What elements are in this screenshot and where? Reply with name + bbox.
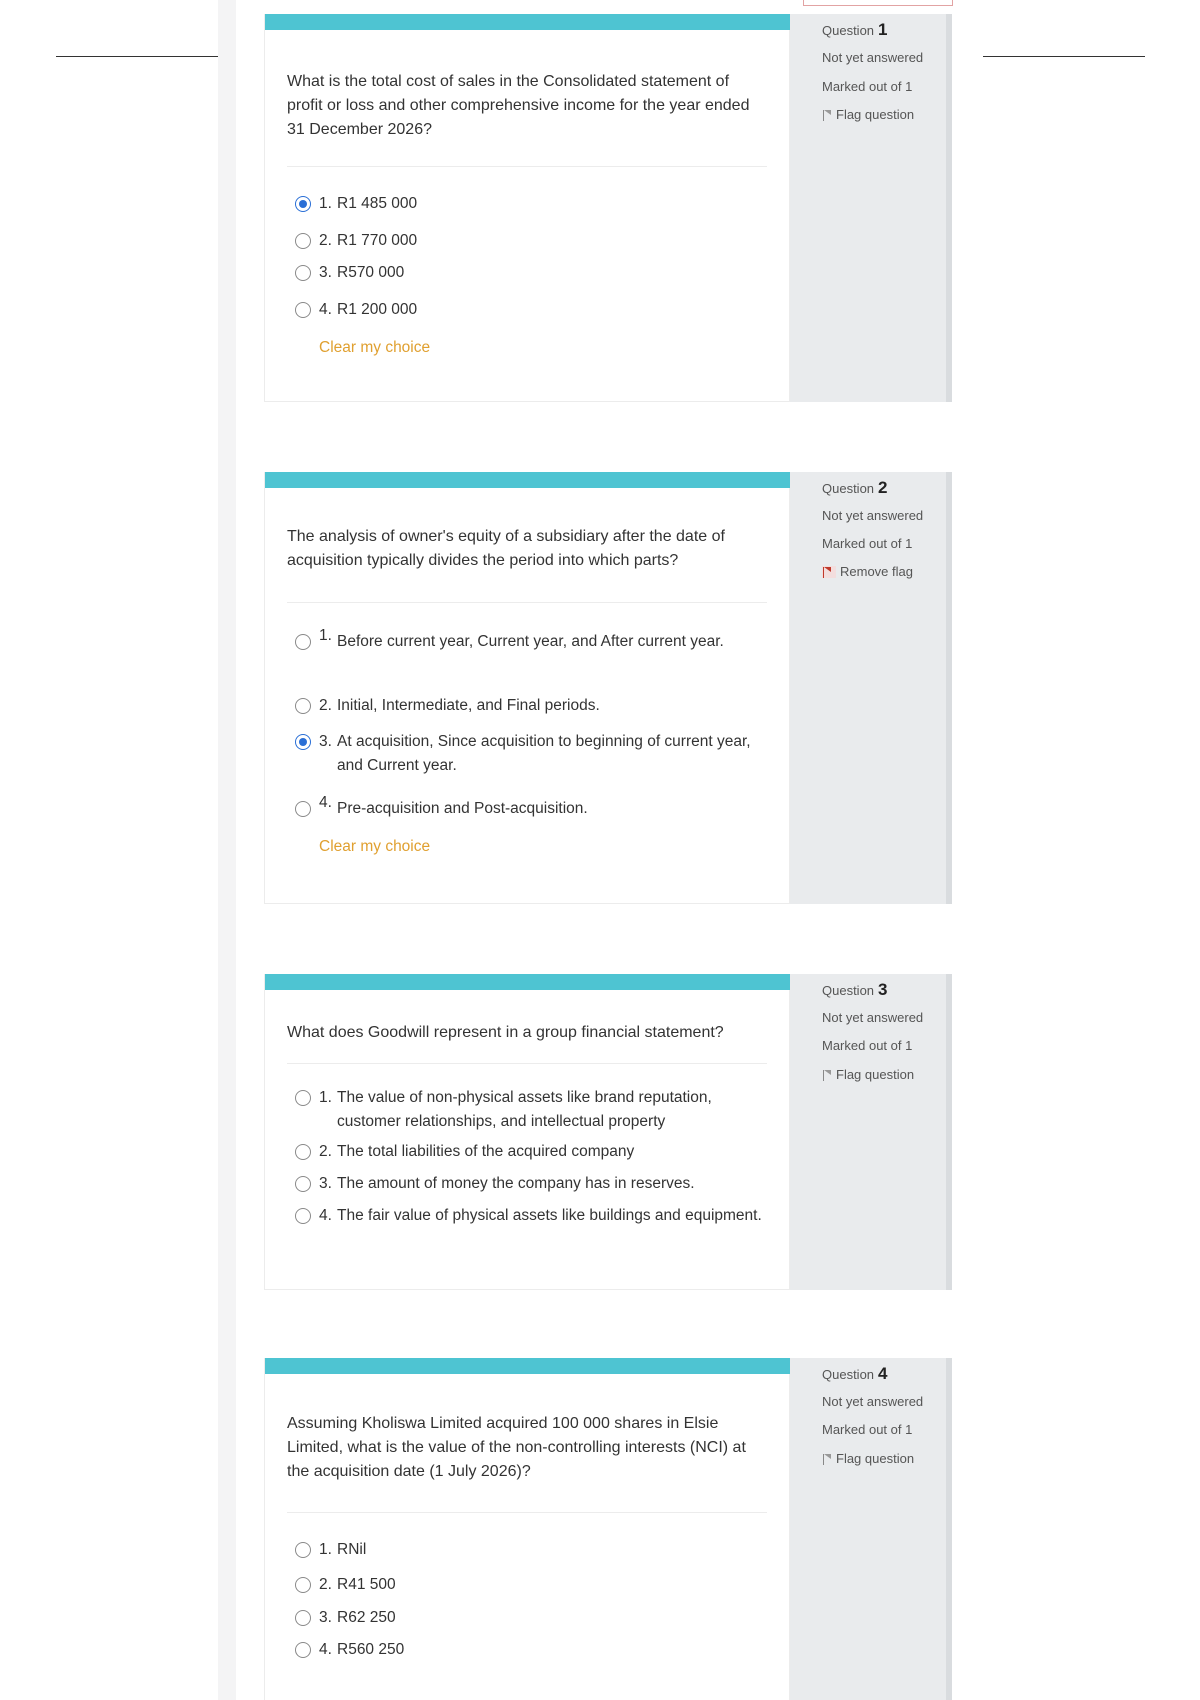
answer-text: RNil	[337, 1541, 367, 1558]
answer-text: The fair value of physical assets like buildings and equipment.	[337, 1207, 762, 1224]
question-status: Not yet answered	[822, 1394, 924, 1409]
radio-button[interactable]	[295, 1144, 311, 1160]
answer-text: R560 250	[337, 1641, 405, 1658]
flag-icon	[822, 109, 832, 121]
answer-option-3[interactable]	[295, 261, 765, 285]
radio-button[interactable]	[295, 265, 311, 281]
question-number-label: Question 1	[822, 20, 888, 39]
answer-number: 4.	[319, 794, 332, 811]
navigation-box-edge	[803, 0, 953, 6]
answer-text: R1 485 000	[337, 195, 418, 212]
answer-option-1[interactable]	[295, 192, 765, 216]
question-text: What does Goodwill represent in a group financial statement?	[287, 1024, 724, 1041]
question-marks: Marked out of 1	[822, 79, 913, 94]
question-content	[264, 14, 790, 402]
question-status: Not yet answered	[822, 508, 924, 523]
question-info-panel	[790, 974, 952, 1290]
question-divider	[287, 602, 767, 603]
flag-label: Flag question	[836, 107, 915, 122]
answer-number: 1.	[319, 195, 332, 212]
question-text: The analysis of owner's equity of a subsidiary after the date of acquisition typically divides the period into which parts?	[287, 528, 725, 569]
question-header-bar	[265, 974, 791, 990]
answer-text: R1 200 000	[337, 301, 418, 318]
question-marks: Marked out of 1	[822, 1422, 913, 1437]
question-status: Not yet answered	[822, 50, 924, 65]
answer-text: R1 770 000	[337, 232, 418, 249]
question-content	[264, 1358, 790, 1700]
answer-number: 1.	[319, 1541, 332, 1558]
question-divider	[287, 1063, 767, 1064]
flag-question-link[interactable]	[822, 1067, 914, 1082]
answer-text: The amount of money the company has in reserves.	[337, 1175, 695, 1192]
answer-option-4[interactable]	[295, 1204, 765, 1252]
answer-text: Pre-acquisition and Post-acquisition.	[337, 800, 588, 817]
answer-text: The value of non-physical assets like brand reputation, customer relationships, and intellectual property	[337, 1089, 712, 1130]
answer-text: R570 000	[337, 264, 405, 281]
radio-button[interactable]	[295, 1176, 311, 1192]
clear-my-choice-link[interactable]: Clear my choice	[319, 339, 431, 356]
answer-text: Initial, Intermediate, and Final periods.	[337, 697, 600, 714]
answer-number: 3.	[319, 1609, 332, 1626]
question-2	[264, 472, 952, 904]
question-info-panel	[790, 1358, 952, 1700]
info-panel-edge	[946, 1358, 952, 1700]
answer-option-4[interactable]	[295, 298, 765, 322]
question-number: 3	[878, 980, 888, 999]
question-number: 2	[878, 478, 888, 497]
radio-button[interactable]	[295, 1642, 311, 1658]
question-1	[264, 14, 952, 402]
answer-number: 4.	[319, 301, 332, 318]
flag-icon	[822, 1069, 832, 1081]
question-info-panel	[790, 14, 952, 402]
answer-option-1[interactable]	[295, 1538, 765, 1562]
answer-option-4[interactable]	[295, 794, 765, 821]
clear-my-choice-link[interactable]: Clear my choice	[319, 838, 431, 855]
answer-text: R41 500	[337, 1576, 396, 1593]
question-header-bar	[265, 14, 791, 30]
question-text: What is the total cost of sales in the Consolidated statement of profit or loss and other comprehensive income for the year ended 31 December 2026?	[287, 73, 750, 138]
remove-flag-link[interactable]	[822, 564, 913, 579]
question-status: Not yet answered	[822, 1010, 924, 1025]
question-content	[264, 974, 790, 1290]
answer-number: 1.	[319, 627, 332, 644]
question-number-label: Question 4	[822, 1364, 888, 1383]
question-number: 4	[878, 1364, 888, 1383]
question-number-label: Question 3	[822, 980, 888, 999]
answer-option-2[interactable]	[295, 1573, 765, 1597]
answer-number: 4.	[319, 1641, 332, 1658]
left-divider-line	[56, 56, 218, 57]
question-number-label: Question 2	[822, 478, 888, 497]
answer-option-4[interactable]	[295, 1638, 765, 1662]
answer-option-3[interactable]	[295, 1172, 765, 1196]
radio-button[interactable]	[295, 1610, 311, 1626]
flag-label: Flag question	[836, 1067, 915, 1082]
question-header-bar	[265, 472, 791, 488]
answer-number: 3.	[319, 733, 332, 750]
answer-option-2[interactable]	[295, 229, 765, 253]
question-text: Assuming Kholiswa Limited acquired 100 000 shares in Elsie Limited, what is the value of the non-controlling interests (NCI) at the acquisition date (1 July 2026)?	[287, 1415, 746, 1480]
question-divider	[287, 166, 767, 167]
flag-question-link[interactable]	[822, 107, 914, 122]
right-divider-line	[983, 56, 1145, 57]
radio-button[interactable]	[295, 634, 311, 650]
radio-button[interactable]	[295, 233, 311, 249]
flag-icon	[822, 1453, 832, 1465]
answer-number: 3.	[319, 1175, 332, 1192]
answer-option-3[interactable]	[295, 730, 765, 778]
answer-text: Before current year, Current year, and After current year.	[337, 633, 724, 650]
question-marks: Marked out of 1	[822, 1038, 913, 1053]
info-panel-edge	[946, 14, 952, 402]
answer-option-1[interactable]	[295, 627, 765, 678]
info-panel-edge	[946, 974, 952, 1290]
question-number: 1	[878, 20, 888, 39]
answer-text: The total liabilities of the acquired company	[337, 1143, 635, 1160]
question-header-bar	[265, 1358, 791, 1374]
answer-text: At acquisition, Since acquisition to beginning of current year, and Current year.	[337, 733, 751, 774]
answer-number: 2.	[319, 1576, 332, 1593]
info-panel-edge	[946, 472, 952, 904]
radio-button[interactable]	[295, 1208, 311, 1224]
answer-text: R62 250	[337, 1609, 396, 1626]
radio-button-selected[interactable]	[295, 196, 311, 212]
flag-label: Remove flag	[840, 564, 913, 579]
answer-number: 2.	[319, 232, 332, 249]
question-divider	[287, 1512, 767, 1513]
flag-question-link[interactable]	[822, 1451, 914, 1466]
answer-option-1[interactable]	[295, 1086, 765, 1134]
radio-button[interactable]	[295, 1542, 311, 1558]
question-marks: Marked out of 1	[822, 536, 913, 551]
question-4	[264, 1358, 952, 1700]
flag-label: Flag question	[836, 1451, 915, 1466]
answer-option-3[interactable]	[295, 1606, 765, 1630]
radio-button[interactable]	[295, 1577, 311, 1593]
answer-number: 3.	[319, 264, 332, 281]
radio-button[interactable]	[295, 302, 311, 318]
radio-button-selected[interactable]	[295, 734, 311, 750]
answer-number: 4.	[319, 1207, 332, 1224]
radio-button[interactable]	[295, 1090, 311, 1106]
radio-button[interactable]	[295, 698, 311, 714]
question-content	[264, 472, 790, 904]
left-gutter	[218, 0, 236, 1700]
answer-option-2[interactable]	[295, 694, 765, 718]
answer-number: 2.	[319, 697, 332, 714]
answer-number: 1.	[319, 1089, 332, 1106]
radio-button[interactable]	[295, 801, 311, 817]
question-3	[264, 974, 952, 1290]
question-info-panel	[790, 472, 952, 904]
answer-option-2[interactable]	[295, 1140, 765, 1164]
flag-icon	[822, 566, 836, 578]
answer-number: 2.	[319, 1143, 332, 1160]
